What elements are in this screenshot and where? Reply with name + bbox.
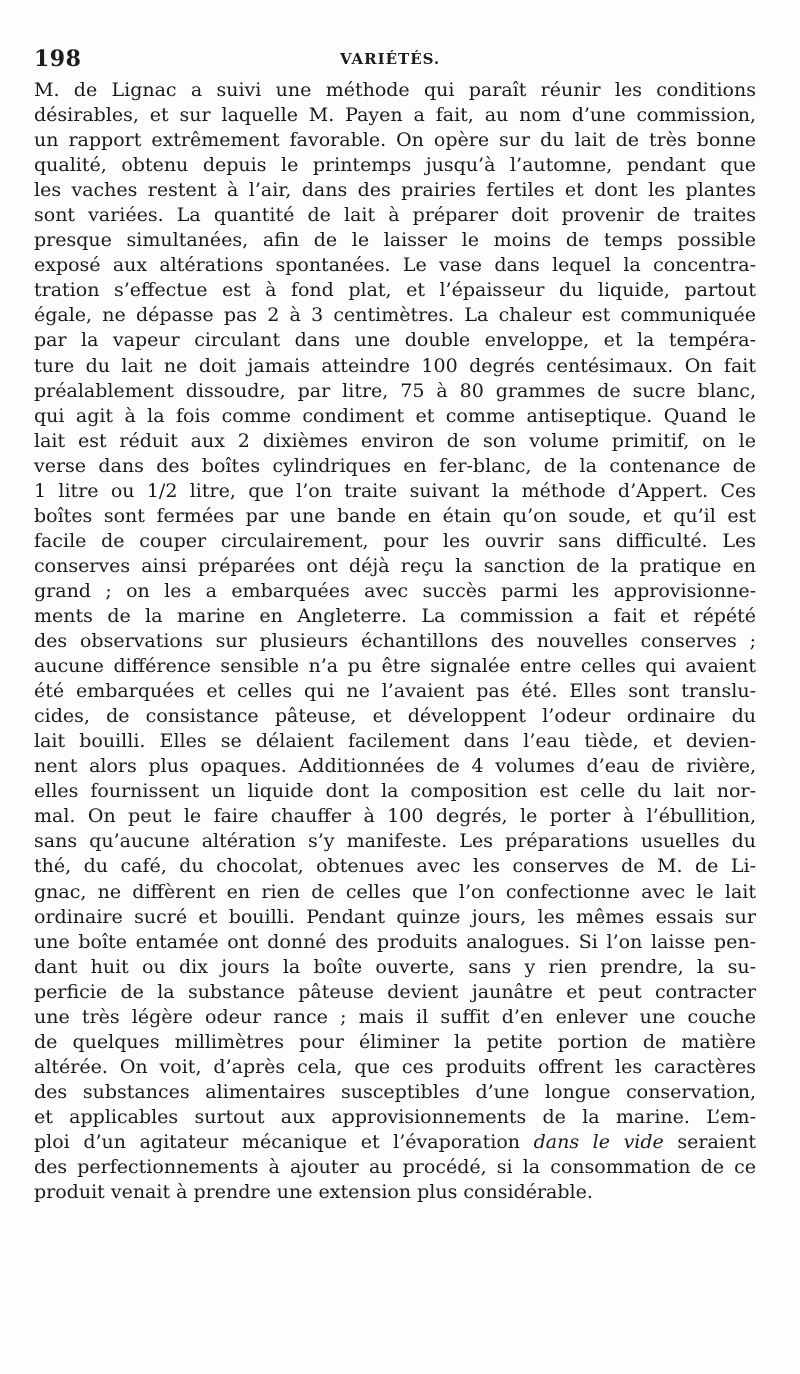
text-line: des substances alimentaires susceptibles d’une longue conservation, <box>34 1080 756 1103</box>
text-line: et applicables surtout aux approvisionnements de la marine. L’em- <box>34 1105 756 1128</box>
text-line: des perfectionnements à ajouter au procédé, si la consommation de ce <box>34 1156 756 1179</box>
text-line: facile de couper circulairement, pour les ouvrir sans difficulté. Les <box>34 529 756 552</box>
text-line: ments de la marine en Angleterre. La commission a fait et répété <box>34 604 756 627</box>
article-body <box>34 78 756 1205</box>
text-line: ploi d’un agitateur mécanique et l’évaporation dans le vide seraient <box>34 1130 756 1153</box>
text-line: mal. On peut le faire chauffer à 100 degrés, le porter à l’ébullition, <box>34 805 756 828</box>
text-line: verse dans des boîtes cylindriques en fer-blanc, de la contenance de <box>34 454 756 477</box>
text-line: produit venait à prendre une extension plus considérable. <box>34 1181 593 1204</box>
text-line: ordinaire sucré et bouilli. Pendant quinze jours, les mêmes essais sur <box>34 905 756 928</box>
text-line: boîtes sont fermées par une bande en étain qu’on soude, et qu’il est <box>34 504 756 527</box>
page-number: 198 <box>34 46 82 72</box>
text-line: cides, de consistance pâteuse, et développent l’odeur ordinaire du <box>34 705 756 728</box>
text-line: été embarquées et celles qui ne l’avaient pas été. Elles sont translu- <box>34 680 756 703</box>
text-line: qualité, obtenu depuis le printemps jusqu’à l’automne, pendant que <box>34 154 756 177</box>
text-line: aucune différence sensible n’a pu être signalée entre celles qui avaient <box>34 655 756 678</box>
text-line: nent alors plus opaques. Additionnées de 4 volumes d’eau de rivière, <box>34 755 756 778</box>
text-line: des observations sur plusieurs échantillons des nouvelles conserves ; <box>34 630 756 653</box>
text-line: une boîte entamée ont donné des produits analogues. Si l’on laisse pen- <box>34 930 756 953</box>
text-line: conserves ainsi préparées ont déjà reçu la sanction de la pratique en <box>34 554 756 577</box>
text-line: presque simultanées, afin de le laisser le moins de temps possible <box>34 229 756 252</box>
text-line: lait bouilli. Elles se délaient facilement dans l’eau tiède, et devien- <box>34 730 756 753</box>
italic-phrase: dans le vide <box>533 1130 664 1153</box>
text-line: de quelques millimètres pour éliminer la petite portion de matière <box>34 1030 756 1053</box>
text-line: désirables, et sur laquelle M. Payen a fait, au nom d’une commission, <box>34 104 756 127</box>
text-line: ture du lait ne doit jamais atteindre 100 degrés centésimaux. On fait <box>34 354 756 377</box>
text-line: une très légère odeur rance ; mais il suffit d’en enlever une couche <box>34 1005 756 1028</box>
text-line: perficie de la substance pâteuse devient jaunâtre et peut contracter <box>34 980 756 1003</box>
text-line: par la vapeur circulant dans une double enveloppe, et la tempéra- <box>34 329 756 352</box>
running-head <box>34 46 754 76</box>
text-line: grand ; on les a embarquées avec succès parmi les approvisionne- <box>34 579 756 602</box>
text-line: dant huit ou dix jours la boîte ouverte, sans y rien prendre, la su- <box>34 955 756 978</box>
text-line: un rapport extrêmement favorable. On opère sur du lait de très bonne <box>34 129 756 152</box>
text-line: préalablement dissoudre, par litre, 75 à 80 grammes de sucre blanc, <box>34 379 756 402</box>
text-line: altérée. On voit, d’après cela, que ces produits offrent les caractères <box>34 1055 756 1078</box>
text-line: gnac, ne diffèrent en rien de celles que l’on confectionne avec le lait <box>34 880 756 903</box>
text-line: qui agit à la fois comme condiment et comme antiseptique. Quand le <box>34 404 756 427</box>
text-line: exposé aux altérations spontanées. Le vase dans lequel la concentra- <box>34 254 756 277</box>
text-line: les vaches restent à l’air, dans des prairies fertiles et dont les plantes <box>34 179 756 202</box>
text-line: égale, ne dépasse pas 2 à 3 centimètres. La chaleur est communiquée <box>34 304 756 327</box>
text-line: elles fournissent un liquide dont la composition est celle du lait nor- <box>34 780 756 803</box>
text-line: sont variées. La quantité de lait à préparer doit provenir de traites <box>34 204 756 227</box>
text-line: thé, du café, du chocolat, obtenues avec les conserves de M. de Li- <box>34 855 756 878</box>
running-title: VARIÉTÉS. <box>340 50 441 68</box>
text-line: sans qu’aucune altération s’y manifeste. Les préparations usuelles du <box>34 830 756 853</box>
text-line: tration s’effectue est à fond plat, et l’épaisseur du liquide, partout <box>34 279 756 302</box>
text-line: M. de Lignac a suivi une méthode qui paraît réunir les conditions <box>34 79 756 101</box>
text-line: lait est réduit aux 2 dixièmes environ de son volume primitif, on le <box>34 429 756 452</box>
text-line: 1 litre ou 1/2 litre, que l’on traite suivant la méthode d’Appert. Ces <box>34 479 756 502</box>
